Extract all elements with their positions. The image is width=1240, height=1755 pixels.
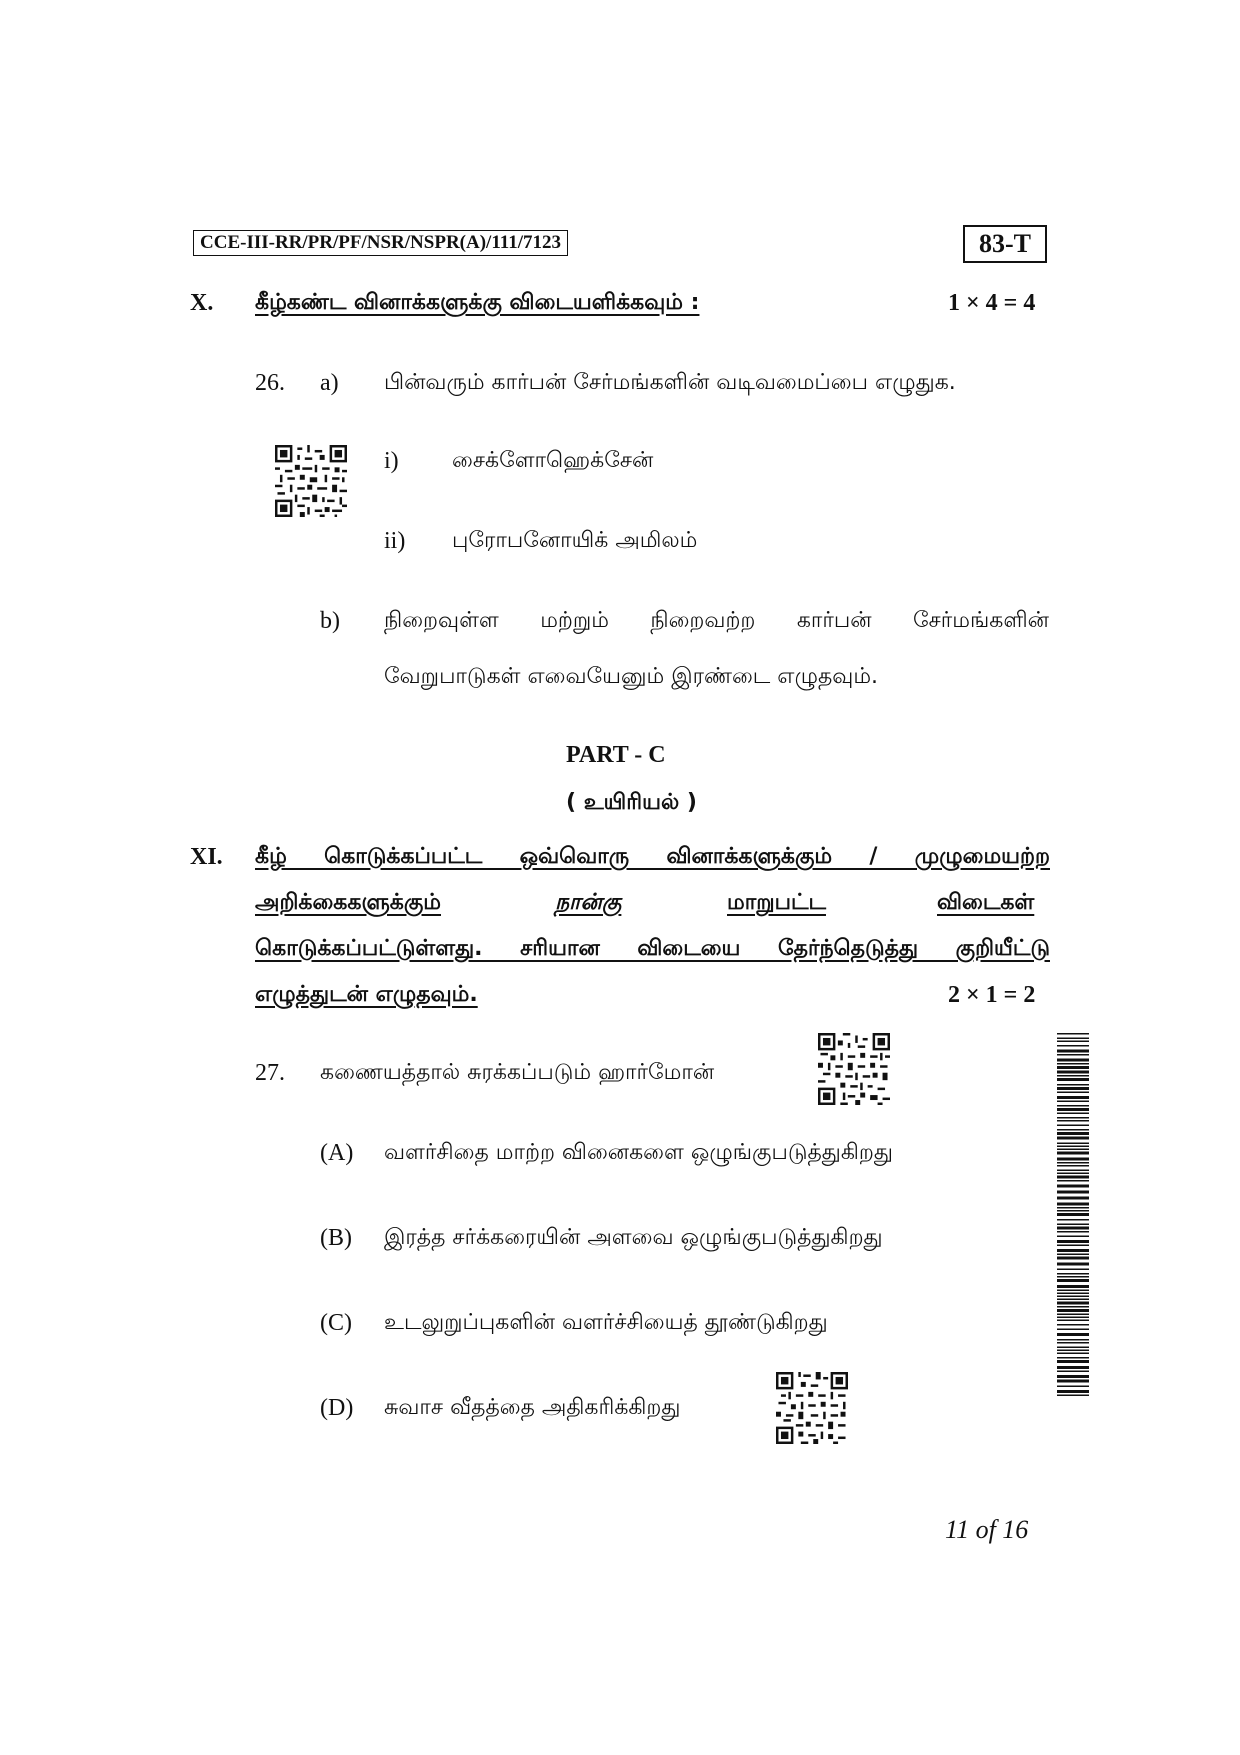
q27-option-b-label: (B)	[320, 1225, 352, 1251]
q27-option-d-label: (D)	[320, 1395, 354, 1421]
barcode-bar	[1057, 1254, 1089, 1256]
barcode-bar	[1057, 1113, 1089, 1115]
q26-part-a-label: a)	[320, 370, 339, 396]
barcode-bar	[1057, 1257, 1089, 1260]
barcode-bar	[1057, 1333, 1089, 1336]
barcode-bar	[1057, 1314, 1089, 1316]
barcode-bar	[1057, 1269, 1089, 1271]
barcode-bar	[1057, 1050, 1089, 1053]
question-paper-code: CCE-III-RR/PR/PF/NSR/NSPR(A)/111/7123	[193, 230, 568, 256]
barcode-bar	[1057, 1125, 1089, 1127]
section-xi-line4: எழுத்துடன் எழுதவும்.	[255, 982, 478, 1007]
barcode-bar	[1057, 1380, 1089, 1383]
q27-option-b-text: இரத்த சர்க்கரையின் அளவை ஒழுங்குபடுத்துகிறது	[384, 1225, 883, 1250]
barcode-bar	[1057, 1084, 1089, 1086]
section-xi-line2-a: அறிக்கைகளுக்கும்	[255, 890, 441, 915]
barcode-bar	[1057, 1176, 1089, 1179]
q26-part-a-text: பின்வரும் கார்பன் சேர்மங்களின் வடிவமைப்பை எழுதுக.	[384, 370, 956, 395]
barcode-bar	[1057, 1087, 1089, 1090]
barcode-bar	[1057, 1342, 1089, 1344]
barcode-bar	[1057, 1180, 1089, 1182]
barcode-bar	[1057, 1101, 1089, 1103]
barcode-bar	[1057, 1227, 1089, 1230]
barcode-bar	[1057, 1395, 1089, 1397]
barcode-bar	[1057, 1210, 1089, 1212]
q26-part-b-label: b)	[320, 608, 340, 634]
section-x-number: X.	[190, 290, 214, 316]
barcode-bar	[1057, 1203, 1089, 1206]
barcode-bar	[1057, 1129, 1089, 1131]
barcode-bar	[1057, 1096, 1089, 1099]
qr-code-icon	[275, 445, 347, 517]
barcode-bar	[1057, 1299, 1089, 1301]
barcode-bar	[1057, 1165, 1089, 1167]
q26-number: 26.	[255, 370, 285, 396]
barcode-bar	[1057, 1137, 1089, 1140]
barcode-bar	[1057, 1279, 1089, 1282]
barcode-bar	[1057, 1143, 1089, 1145]
part-c-title: PART - C	[566, 742, 666, 768]
barcode-bar	[1057, 1059, 1089, 1062]
barcode-bar	[1057, 1071, 1089, 1074]
section-xi-line2-d: விடைகள்	[937, 890, 1035, 915]
barcode-bar	[1057, 1092, 1089, 1094]
section-x-instruction: கீழ்கண்ட வினாக்களுக்கு விடையளிக்கவும் :	[255, 290, 700, 315]
barcode-bar	[1057, 1162, 1089, 1164]
barcode-bar	[1057, 1245, 1089, 1247]
barcode-bar	[1057, 1117, 1089, 1119]
barcode-bar	[1057, 1375, 1089, 1378]
barcode-bar	[1057, 1213, 1089, 1216]
q27-option-a-label: (A)	[320, 1140, 354, 1166]
barcode-bar	[1057, 1263, 1089, 1266]
barcode-bar	[1057, 1357, 1089, 1359]
barcode-bar	[1057, 1231, 1089, 1233]
barcode-bar	[1057, 1173, 1089, 1175]
barcode-bar	[1057, 1146, 1089, 1148]
q27-text: கணையத்தால் சுரக்கப்படும் ஹார்மோன்	[320, 1060, 715, 1085]
barcode-icon	[1057, 1033, 1089, 1398]
barcode-bar	[1057, 1360, 1089, 1363]
section-xi-line2-b: நான்கு	[555, 890, 622, 915]
barcode-bar	[1057, 1350, 1089, 1352]
barcode-bar	[1057, 1324, 1089, 1326]
barcode-bar	[1057, 1063, 1089, 1065]
barcode-bar	[1057, 1296, 1089, 1298]
barcode-bar	[1057, 1371, 1089, 1373]
barcode-bar	[1057, 1149, 1089, 1151]
qr-code-icon	[776, 1372, 848, 1444]
barcode-bar	[1057, 1293, 1089, 1295]
barcode-bar	[1057, 1285, 1089, 1288]
barcode-bar	[1057, 1339, 1089, 1341]
q26-part-b-line1: நிறைவுள்ள மற்றும் நிறைவற்ற கார்பன் சேர்மங்களின்	[384, 608, 1049, 633]
section-x-marks: 1 × 4 = 4	[948, 290, 1036, 316]
q27-option-c-text: உடலுறுப்புகளின் வளர்ச்சியைத் தூண்டுகிறது	[384, 1310, 828, 1335]
barcode-bar	[1057, 1219, 1089, 1221]
barcode-bar	[1057, 1075, 1089, 1077]
section-xi-line2-c: மாறுபட்ட	[727, 890, 826, 915]
subject-code-badge: 83-T	[963, 225, 1047, 263]
part-c-subtitle: ( உயிரியல் )	[566, 790, 697, 815]
q26-ii-text: புரோபனோயிக் அமிலம்	[452, 528, 698, 553]
barcode-bar	[1057, 1152, 1089, 1155]
barcode-bar	[1057, 1045, 1089, 1047]
barcode-bar	[1057, 1302, 1089, 1305]
q27-number: 27.	[255, 1060, 285, 1086]
barcode-bar	[1057, 1108, 1089, 1111]
barcode-bar	[1057, 1309, 1089, 1312]
barcode-bar	[1057, 1329, 1089, 1331]
barcode-bar	[1057, 1038, 1089, 1040]
q27-option-a-text: வளர்சிதை மாற்ற வினைகளை ஒழுங்குபடுத்துகிறது	[384, 1140, 893, 1165]
section-xi-line1: கீழ் கொடுக்கப்பட்ட ஒவ்வொரு வினாக்களுக்கும் / முழுமையற்ற	[255, 844, 1050, 869]
barcode-bar	[1057, 1249, 1089, 1252]
barcode-bar	[1057, 1347, 1089, 1349]
barcode-bar	[1057, 1207, 1089, 1209]
q26-part-b-line2: வேறுபாடுகள் எவையேனும் இரண்டை எழுதவும்.	[384, 664, 879, 689]
q27-option-c-label: (C)	[320, 1310, 352, 1336]
barcode-bar	[1057, 1197, 1089, 1200]
page-number: 11 of 16	[945, 1515, 1029, 1544]
barcode-bar	[1057, 1390, 1089, 1393]
barcode-bar	[1057, 1132, 1089, 1135]
barcode-bar	[1057, 1033, 1089, 1035]
barcode-bar	[1057, 1120, 1089, 1122]
barcode-bar	[1057, 1353, 1089, 1355]
barcode-bar	[1057, 1240, 1089, 1243]
barcode-bar	[1057, 1366, 1089, 1369]
barcode-bar	[1057, 1276, 1089, 1278]
barcode-bar	[1057, 1386, 1089, 1388]
barcode-bar	[1057, 1170, 1089, 1172]
barcode-bar	[1057, 1078, 1089, 1081]
barcode-bar	[1057, 1320, 1089, 1322]
barcode-bar	[1057, 1191, 1089, 1194]
barcode-bar	[1057, 1224, 1089, 1226]
barcode-bar	[1057, 1236, 1089, 1238]
barcode-bar	[1057, 1317, 1089, 1319]
barcode-bar	[1057, 1066, 1089, 1069]
barcode-bar	[1057, 1273, 1089, 1275]
section-xi-line3: கொடுக்கப்பட்டுள்ளது. சரியான விடையை தேர்ந்தெடுத்து குறியீட்டு	[255, 936, 1050, 961]
barcode-bar	[1057, 1185, 1089, 1188]
barcode-bar	[1057, 1041, 1089, 1043]
q26-i-label: i)	[384, 448, 399, 474]
barcode-bar	[1057, 1290, 1089, 1292]
q27-option-d-text: சுவாச வீதத்தை அதிகரிக்கிறது	[384, 1395, 681, 1420]
q26-i-text: சைக்ளோஹெக்சேன்	[452, 448, 654, 473]
barcode-bar	[1057, 1105, 1089, 1107]
barcode-bar	[1057, 1306, 1089, 1308]
barcode-bar	[1057, 1054, 1089, 1056]
section-xi-marks: 2 × 1 = 2	[948, 982, 1036, 1008]
section-xi-number: XI.	[190, 844, 223, 870]
qr-code-icon	[818, 1033, 890, 1105]
barcode-bar	[1057, 1158, 1089, 1161]
q26-ii-label: ii)	[384, 528, 406, 554]
